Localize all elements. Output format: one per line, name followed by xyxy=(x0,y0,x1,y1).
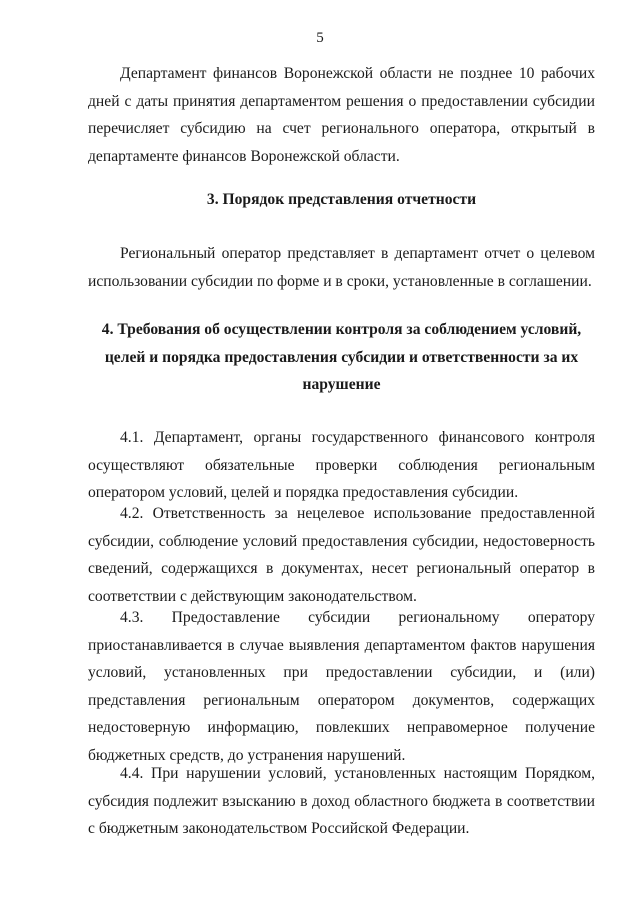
item-4-3: 4.3. Предоставление субсидии региональному оператору приостанавливается в случае выявления департаментом фактов нарушения условий, установленных при предоставлении субсидии, и (или) представления региональным оператором документов, содержащих недостоверную информацию, повлекших неправомерное получение бюджетных средств, до устранения нарушений. xyxy=(88,609,595,764)
section-3-paragraph: Региональный оператор представляет в департамент отчет о целевом использовании субсидии по форме и в сроки, установленные в соглашении. xyxy=(88,245,595,290)
section-4-title: 4. Требования об осуществлении контроля за соблюдением условий, целей и порядка предоставления субсидии и ответственности за их нарушение xyxy=(101,321,582,393)
page-number: 5 xyxy=(316,30,324,46)
item-4-1: 4.1. Департамент, органы государственного финансового контроля осуществляют обязательные проверки соблюдения региональным оператором условий, целей и порядка предоставления субсидии. xyxy=(88,429,595,501)
item-4-2: 4.2. Ответственность за нецелевое использование предоставленной субсидии, соблюдение условий предоставления субсидии, недостоверность сведений, содержащихся в документах, несет региональный оператор в соответствии с действующим законодательством. xyxy=(88,505,595,605)
intro-paragraph: Департамент финансов Воронежской области не позднее 10 рабочих дней с даты принятия департаментом решения о предоставлении субсидии перечисляет субсидию на счет регионального оператора, открытый в департаменте финансов Воронежской области. xyxy=(88,65,595,165)
section-3-title: 3. Порядок представления отчетности xyxy=(206,191,477,208)
item-4-4: 4.4. При нарушении условий, установленных настоящим Порядком, субсидия подлежит взысканию в доход областного бюджета в соответствии с бюджетным законодательством Российской Федерации. xyxy=(88,765,595,837)
